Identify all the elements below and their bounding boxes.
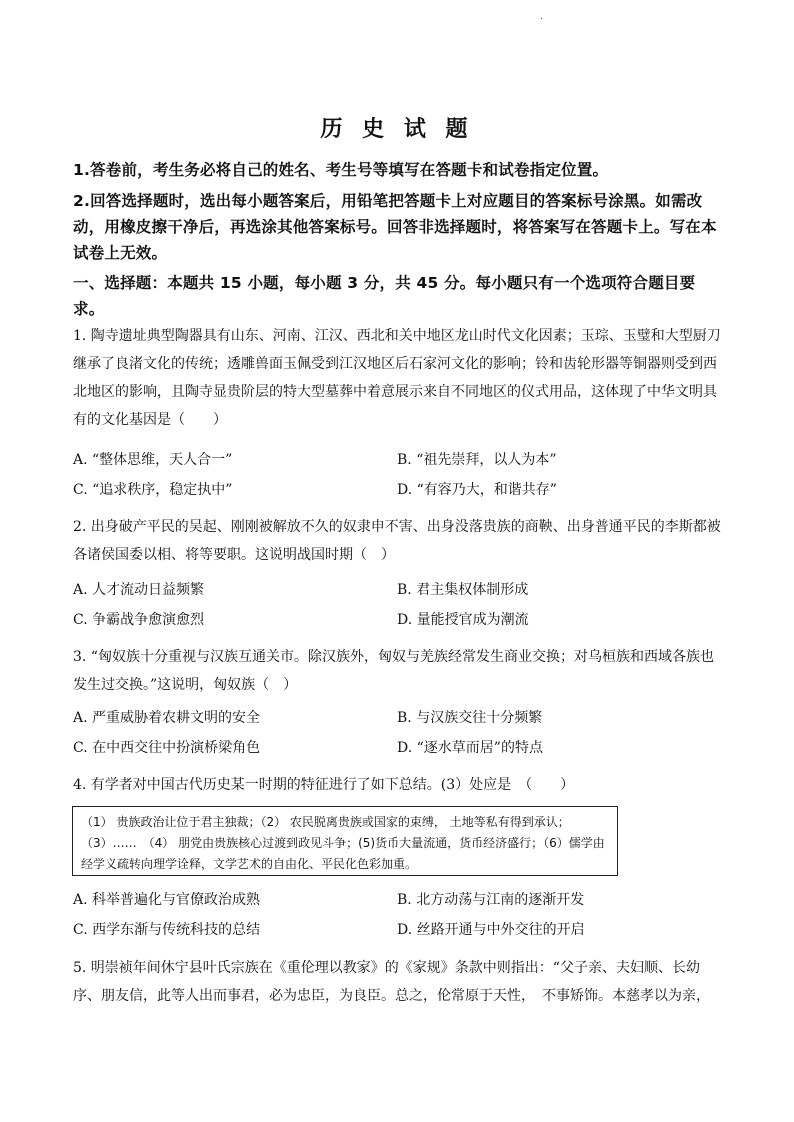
question-2-stem: 2. 出身破产平民的吴起、刚刚被解放不久的奴隶申不害、出身没落贵族的商鞅、出身普通平民的李斯都被各诸侯国委以相、将等要职。这说明战国时期（ ） xyxy=(73,519,721,563)
question-3-stem: 3. “匈奴族十分重视与汉族互通关市。除汉族外，匈奴与羌族经常发生商业交换；对乌桓族和西域各族也发生过交换。”这说明，匈奴族（ ） xyxy=(73,649,714,693)
question-4-option-a[interactable]: A. 科举普遍化与官僚政治成熟 xyxy=(73,892,261,908)
question-1-option-c[interactable]: C. “追求秩序，稳定执中” xyxy=(73,482,233,498)
question-2-option-b[interactable]: B. 君主集权体制形成 xyxy=(397,582,529,598)
question-4-option-b[interactable]: B. 北方动荡与江南的逐渐开发 xyxy=(397,892,585,908)
section-heading: 一、选择题：本题共 15 小题，每小题 3 分，共 45 分。每小题只有一个选项符合题目要求。 xyxy=(73,274,696,318)
question-4-option-d[interactable]: D. 丝路开通与中外交往的开启 xyxy=(397,922,585,938)
question-1-option-a[interactable]: A. “整体思维，天人合一” xyxy=(73,452,233,468)
question-5-stem: 5. 明崇祯年间休宁县叶氏宗族在《重伦理以教家》的《家规》条款中则指出：“父子亲、夫妇顺、长幼序、朋友信，此等人出而事君，必为忠臣，为良臣。总之，伦常原于天性， 不事矫饰。本慈孝以为亲， xyxy=(73,960,710,1004)
page-title: 历 史 试 题 xyxy=(320,116,474,142)
question-3-option-d[interactable]: D. “逐水草而居”的特点 xyxy=(397,740,543,756)
corner-mark: · xyxy=(540,14,544,25)
question-3-option-a[interactable]: A. 严重威胁着农耕文明的安全 xyxy=(73,710,261,726)
question-4-summary-box: （1） 贵族政治让位于君主独裁；（2） 农民脱离贵族或国家的束缚， 土地等私有得到承认；（3）…… （4） 朋党由贵族核心过渡到政见斗争；(5)货币大量流通，货币经济盛行；（6）儒学由经学义疏转向理学诠释，文学艺术的自由化、平民化色彩加重。 xyxy=(72,806,618,876)
question-1-option-d[interactable]: D. “有容乃大，和谐共存” xyxy=(397,482,557,498)
question-2-option-d[interactable]: D. 量能授官成为潮流 xyxy=(397,612,529,628)
question-1-stem: 1. 陶寺遗址典型陶器具有山东、河南、江汉、西北和关中地区龙山时代文化因素；玉琮、玉璧和大型厨刀继承了良渚文化的传统；透雕兽面玉佩受到江汉地区后石家河文化的影响；铃和齿轮形器等铜器则受到西北地区的影响，且陶寺显贵阶层的特大型墓葬中着意展示来自不同地区的仪式用品，这体现了中华文明具有的文化基因是（ ） xyxy=(73,328,721,428)
instruction-2: 2.回答选择题时，选出每小题答案后，用铅笔把答题卡上对应题目的答案标号涂黑。如需改动，用橡皮擦干净后，再选涂其他答案标号。回答非选择题时，将答案写在答题卡上。写在本试卷上无效。 xyxy=(73,192,717,262)
question-3-option-b[interactable]: B. 与汉族交往十分频繁 xyxy=(397,710,543,726)
instruction-1: 1.答卷前，考生务必将自己的姓名、考生号等填写在答题卡和试卷指定位置。 xyxy=(73,161,609,179)
question-2-option-c[interactable]: C. 争霸战争愈演愈烈 xyxy=(73,612,205,628)
question-3-option-c[interactable]: C. 在中西交往中扮演桥梁角色 xyxy=(73,740,261,756)
question-2-option-a[interactable]: A. 人才流动日益频繁 xyxy=(73,582,205,598)
question-4-stem: 4. 有学者对中国古代历史某一时期的特征进行了如下总结。(3）处应是 （ ） xyxy=(73,777,575,793)
question-4-option-c[interactable]: C. 西学东渐与传统科技的总结 xyxy=(73,922,261,938)
question-1-option-b[interactable]: B. “祖先崇拜，以人为本” xyxy=(397,452,557,468)
